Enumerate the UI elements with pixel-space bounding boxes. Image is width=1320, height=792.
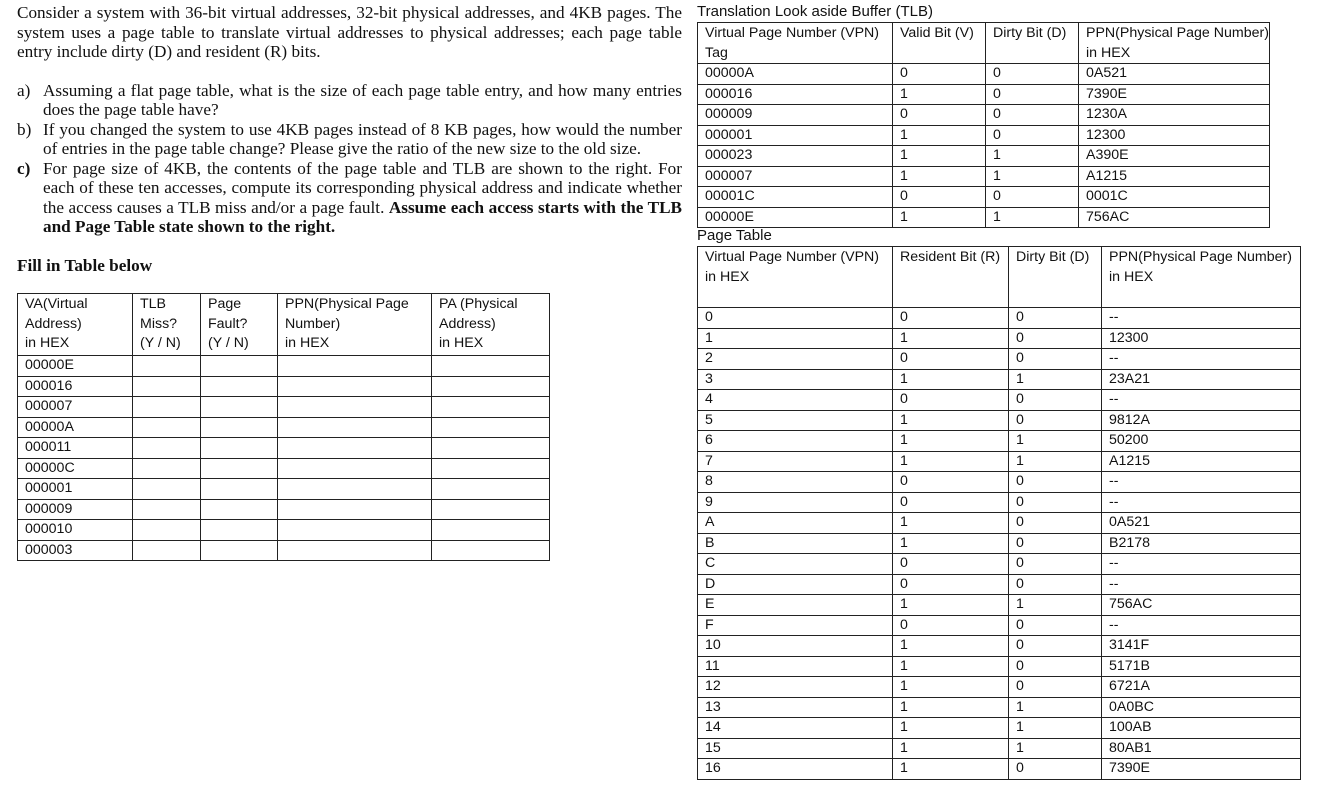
- page-table-row: [698, 513, 1301, 534]
- page-table-cell: 1: [893, 410, 1009, 431]
- page-table-column-header: [1102, 247, 1301, 308]
- answer-column-header: [201, 294, 278, 356]
- page-table-row: [698, 349, 1301, 370]
- tlb-cell: 1: [986, 146, 1079, 167]
- virtual-address-cell: 00000E: [18, 356, 133, 377]
- page-table-header-line: in HEX: [1109, 268, 1154, 285]
- page-table-cell: 12: [698, 677, 893, 698]
- tlb-cell: 1: [893, 146, 986, 167]
- page-table-cell: 1: [1009, 697, 1102, 718]
- page-table-cell: 5171B: [1102, 656, 1301, 677]
- page-fault-input-cell[interactable]: [201, 458, 278, 479]
- page-table-column-header: [1009, 247, 1102, 308]
- tlb-miss-input-cell[interactable]: [133, 356, 201, 377]
- answer-column-header: [18, 294, 133, 356]
- page-table-cell: 2: [698, 349, 893, 370]
- page-table-row: [698, 759, 1301, 780]
- answer-header-line: Page: [208, 296, 242, 312]
- page-table-cell: 1: [1009, 431, 1102, 452]
- page-table-cell: --: [1102, 308, 1301, 329]
- page-table-header-line: Resident Bit (R): [900, 249, 1001, 265]
- page-table-cell: 1: [893, 718, 1009, 739]
- tlb-miss-input-cell[interactable]: [133, 520, 201, 541]
- tlb-column-header: [893, 23, 986, 64]
- tlb-header-line: Virtual Page Number (VPN): [705, 25, 879, 41]
- answer-header-line: Number): [285, 315, 341, 332]
- question-text: [17, 3, 682, 237]
- page-table-row: [698, 636, 1301, 657]
- answer-row: [18, 417, 550, 438]
- tlb-column-header: [1079, 23, 1270, 64]
- page-table-cell: 0: [893, 492, 1009, 513]
- answer-header-line: Miss?: [140, 315, 178, 332]
- answer-header-line: (Y / N): [208, 335, 249, 351]
- page-table-cell: 5: [698, 410, 893, 431]
- page-table-cell: 1: [893, 431, 1009, 452]
- ppn-input-cell[interactable]: [278, 376, 432, 397]
- page-table-cell: C: [698, 554, 893, 575]
- page-table-cell: --: [1102, 492, 1301, 513]
- answer-row: [18, 438, 550, 459]
- answer-row: [18, 356, 550, 377]
- tlb-cell: 0: [986, 105, 1079, 126]
- page-table-cell: 3141F: [1102, 636, 1301, 657]
- page-fault-input-cell[interactable]: [201, 540, 278, 561]
- page-table-row: [698, 718, 1301, 739]
- page-table-cell: 80AB1: [1102, 738, 1301, 759]
- page-table-cell: 0: [1009, 574, 1102, 595]
- page-table-cell: 1: [893, 451, 1009, 472]
- tlb-cell: 0: [986, 125, 1079, 146]
- tlb-cell: 0: [986, 64, 1079, 85]
- page-table-cell: 8: [698, 472, 893, 493]
- page-table-cell: 14: [698, 718, 893, 739]
- answer-header-line: PA (Physical: [439, 296, 518, 312]
- answer-header-line: Fault?: [208, 315, 248, 332]
- tlb-cell: A1215: [1079, 166, 1270, 187]
- ppn-input-cell[interactable]: [278, 356, 432, 377]
- part-label: c): [17, 158, 31, 178]
- page-table-row: [698, 451, 1301, 472]
- tlb-cell: 000023: [698, 146, 893, 167]
- page-table-row: [698, 492, 1301, 513]
- page-table-cell: 0: [893, 349, 1009, 370]
- page-table-row: [698, 697, 1301, 718]
- page-table-cell: 756AC: [1102, 595, 1301, 616]
- part-label: b): [17, 119, 32, 139]
- page-fault-input-cell[interactable]: [201, 520, 278, 541]
- tlb-cell: 00000E: [698, 207, 893, 228]
- answer-header-line: in HEX: [285, 335, 330, 351]
- page-table-column-header: [893, 247, 1009, 308]
- page-table-cell: D: [698, 574, 893, 595]
- page-table-cell: 10: [698, 636, 893, 657]
- part-text: For page size of 4KB, the contents of the page table and TLB are shown to the right. For each of these ten accesses, compute its corresponding physical address and indicate whether the access causes a TLB miss and/or a page fault.: [43, 158, 682, 217]
- page-table-row: [698, 369, 1301, 390]
- page-table-cell: 1: [893, 738, 1009, 759]
- tlb-column-header: [698, 23, 893, 64]
- page-fault-input-cell[interactable]: [201, 376, 278, 397]
- page-table-cell: 7: [698, 451, 893, 472]
- answer-header-line: (Y / N): [140, 335, 181, 351]
- page-table-row: [698, 615, 1301, 636]
- tlb-cell: 1230A: [1079, 105, 1270, 126]
- page-table-cell: --: [1102, 554, 1301, 575]
- pa-input-cell[interactable]: [432, 376, 550, 397]
- ppn-input-cell[interactable]: [278, 479, 432, 500]
- page-table-cell: 1: [1009, 738, 1102, 759]
- tlb-cell: 756AC: [1079, 207, 1270, 228]
- tlb-table: [697, 22, 1270, 228]
- tlb-row: [698, 166, 1270, 187]
- tlb-miss-input-cell[interactable]: [133, 376, 201, 397]
- page-table-cell: 1: [893, 759, 1009, 780]
- tlb-column-header: [986, 23, 1079, 64]
- page-table-row: [698, 554, 1301, 575]
- pa-input-cell[interactable]: [432, 479, 550, 500]
- tlb-cell: 0: [986, 84, 1079, 105]
- page-table-row: [698, 574, 1301, 595]
- answer-row: [18, 520, 550, 541]
- page-table-cell: 0: [893, 574, 1009, 595]
- page-table-cell: 1: [1009, 595, 1102, 616]
- page-table-cell: --: [1102, 574, 1301, 595]
- tlb-header-line: Dirty Bit (D): [993, 25, 1067, 41]
- tlb-cell: 1: [893, 207, 986, 228]
- tlb-miss-input-cell[interactable]: [133, 458, 201, 479]
- question-parts: [17, 81, 682, 237]
- page-table-cell: B: [698, 533, 893, 554]
- page-table-cell: 23A21: [1102, 369, 1301, 390]
- answer-row: [18, 376, 550, 397]
- answer-row: [18, 540, 550, 561]
- tlb-cell: 1: [986, 166, 1079, 187]
- tlb-row: [698, 64, 1270, 85]
- tlb-row: [698, 105, 1270, 126]
- page-table-row: [698, 472, 1301, 493]
- page-table-header-row: [698, 247, 1301, 308]
- tlb-cell: A390E: [1079, 146, 1270, 167]
- part-text-emphasis: Assume each access starts with the TLB and Page Table state shown to the right.: [43, 197, 682, 236]
- question-intro: Consider a system with 36-bit virtual addresses, 32-bit physical addresses, and 4KB pages. The system uses a page table to translate virtual addresses to physical addresses; each page table entry include dirty (D) and resident (R) bits.: [17, 3, 682, 61]
- part-text: If you changed the system to use 4KB pages instead of 8 KB pages, how would the number of entries in the page table change? Please give the ratio of the new size to the old size.: [43, 119, 682, 158]
- page-table-cell: 0: [893, 472, 1009, 493]
- page-table-cell: E: [698, 595, 893, 616]
- virtual-address-cell: 00000A: [18, 417, 133, 438]
- pa-input-cell[interactable]: [432, 520, 550, 541]
- page-table-row: [698, 533, 1301, 554]
- page-table-cell: 1: [893, 636, 1009, 657]
- tlb-cell: 0A521: [1079, 64, 1270, 85]
- page-fault-input-cell[interactable]: [201, 479, 278, 500]
- page-table-cell: 1: [893, 328, 1009, 349]
- page-table-cell: 0: [1009, 677, 1102, 698]
- pa-input-cell[interactable]: [432, 499, 550, 520]
- answer-column-header: [278, 294, 432, 356]
- pa-input-cell[interactable]: [432, 458, 550, 479]
- tlb-cell: 000007: [698, 166, 893, 187]
- page-table-cell: 0: [893, 615, 1009, 636]
- page-table-cell: A1215: [1102, 451, 1301, 472]
- tlb-header-line: in HEX: [1086, 44, 1131, 61]
- page-table-cell: 0: [1009, 492, 1102, 513]
- page-table-cell: 0: [1009, 390, 1102, 411]
- answer-column-header: [133, 294, 201, 356]
- page-table-header-line: Dirty Bit (D): [1016, 249, 1090, 265]
- tlb-row: [698, 84, 1270, 105]
- page-table-column-header: [698, 247, 893, 308]
- page-table-cell: 0: [1009, 308, 1102, 329]
- page-table-cell: --: [1102, 472, 1301, 493]
- page-table-cell: 50200: [1102, 431, 1301, 452]
- page-fault-input-cell[interactable]: [201, 397, 278, 418]
- answer-header-line: in HEX: [439, 335, 484, 351]
- tlb-miss-input-cell[interactable]: [133, 397, 201, 418]
- page-table-cell: 0: [1009, 349, 1102, 370]
- answer-header-line: in HEX: [25, 335, 70, 351]
- ppn-input-cell[interactable]: [278, 438, 432, 459]
- tlb-header-line: Tag: [705, 44, 728, 61]
- page-table-cell: 0: [1009, 759, 1102, 780]
- page-fault-input-cell[interactable]: [201, 356, 278, 377]
- tlb-cell: 7390E: [1079, 84, 1270, 105]
- ppn-input-cell[interactable]: [278, 499, 432, 520]
- page-table-row: [698, 308, 1301, 329]
- tlb-header-line: Valid Bit (V): [900, 25, 974, 41]
- page-table-cell: 6721A: [1102, 677, 1301, 698]
- page-table-cell: 0A521: [1102, 513, 1301, 534]
- page-table-cell: 6: [698, 431, 893, 452]
- answer-row: [18, 458, 550, 479]
- fill-table-heading: Fill in Table below: [17, 256, 153, 275]
- tlb-row: [698, 146, 1270, 167]
- page-table-cell: 1: [1009, 451, 1102, 472]
- page-table-header-line: Virtual Page Number (VPN): [705, 249, 879, 265]
- tlb-header-line: PPN(Physical Page Number): [1086, 25, 1269, 41]
- ppn-input-cell[interactable]: [278, 417, 432, 438]
- page-table-cell: 1: [1009, 718, 1102, 739]
- page-table-cell: 1: [893, 513, 1009, 534]
- pa-input-cell[interactable]: [432, 540, 550, 561]
- page-table-cell: 0: [1009, 328, 1102, 349]
- answer-table: [17, 293, 550, 561]
- page-table-header-line: PPN(Physical Page Number): [1109, 249, 1292, 265]
- page-table-cell: 12300: [1102, 328, 1301, 349]
- question-part-b: [17, 120, 682, 159]
- answer-header-line: VA(Virtual: [25, 296, 88, 312]
- page-table-cell: 1: [698, 328, 893, 349]
- answer-row: [18, 499, 550, 520]
- page-table-cell: --: [1102, 390, 1301, 411]
- tlb-miss-input-cell[interactable]: [133, 540, 201, 561]
- page-table-row: [698, 328, 1301, 349]
- tlb-miss-input-cell[interactable]: [133, 417, 201, 438]
- tlb-cell: 12300: [1079, 125, 1270, 146]
- virtual-address-cell: 000011: [18, 438, 133, 459]
- page-table-cell: 0: [893, 308, 1009, 329]
- pa-input-cell[interactable]: [432, 417, 550, 438]
- page-table-cell: 1: [893, 677, 1009, 698]
- tlb-caption: Translation Look aside Buffer (TLB): [697, 3, 933, 20]
- tlb-row: [698, 125, 1270, 146]
- question-part-a: [17, 81, 682, 120]
- page-table-cell: 9812A: [1102, 410, 1301, 431]
- ppn-input-cell[interactable]: [278, 458, 432, 479]
- page-table-row: [698, 390, 1301, 411]
- answer-row: [18, 397, 550, 418]
- tlb-miss-input-cell[interactable]: [133, 438, 201, 459]
- virtual-address-cell: 000009: [18, 499, 133, 520]
- answer-header-row: [18, 294, 550, 356]
- tlb-cell: 0: [986, 187, 1079, 208]
- tlb-cell: 0: [893, 105, 986, 126]
- part-text: Assuming a flat page table, what is the size of each page table entry, and how many entries does the page table have?: [43, 80, 682, 119]
- tlb-cell: 000001: [698, 125, 893, 146]
- tlb-cell: 0: [893, 187, 986, 208]
- page-table-cell: 1: [893, 595, 1009, 616]
- page-table-row: [698, 595, 1301, 616]
- page-table-row: [698, 656, 1301, 677]
- page-fault-input-cell[interactable]: [201, 499, 278, 520]
- page-table-cell: 0: [1009, 656, 1102, 677]
- page-table: [697, 246, 1301, 780]
- answer-column-header: [432, 294, 550, 356]
- tlb-cell: 1: [893, 84, 986, 105]
- virtual-address-cell: 000001: [18, 479, 133, 500]
- part-label: a): [17, 80, 31, 100]
- page-table-cell: 11: [698, 656, 893, 677]
- page-table-cell: 0: [893, 554, 1009, 575]
- page-table-cell: 0: [1009, 554, 1102, 575]
- page-table-cell: 100AB: [1102, 718, 1301, 739]
- page-table-cell: 0A0BC: [1102, 697, 1301, 718]
- page-table-cell: 1: [893, 656, 1009, 677]
- virtual-address-cell: 000010: [18, 520, 133, 541]
- page-table-cell: 0: [698, 308, 893, 329]
- page-table-cell: 1: [1009, 369, 1102, 390]
- page-table-cell: 4: [698, 390, 893, 411]
- tlb-row: [698, 187, 1270, 208]
- page-table-cell: 3: [698, 369, 893, 390]
- page-table-cell: 0: [1009, 636, 1102, 657]
- page-table-cell: 0: [1009, 410, 1102, 431]
- virtual-address-cell: 00000C: [18, 458, 133, 479]
- page-table-cell: 0: [1009, 472, 1102, 493]
- page-table-cell: 1: [893, 533, 1009, 554]
- page-table-cell: 1: [893, 369, 1009, 390]
- page-table-cell: --: [1102, 349, 1301, 370]
- page-table-cell: 7390E: [1102, 759, 1301, 780]
- answer-header-line: TLB: [140, 296, 167, 312]
- tlb-cell: 1: [893, 166, 986, 187]
- page-fault-input-cell[interactable]: [201, 417, 278, 438]
- page-fault-input-cell[interactable]: [201, 438, 278, 459]
- page-table-cell: 13: [698, 697, 893, 718]
- virtual-address-cell: 000016: [18, 376, 133, 397]
- answer-row: [18, 479, 550, 500]
- tlb-miss-input-cell[interactable]: [133, 499, 201, 520]
- page-table-cell: 0: [1009, 533, 1102, 554]
- tlb-cell: 0: [893, 64, 986, 85]
- tlb-header-row: [698, 23, 1270, 64]
- answer-header-line: Address): [25, 315, 82, 332]
- page-table-row: [698, 738, 1301, 759]
- page-table-cell: 15: [698, 738, 893, 759]
- page-table-row: [698, 431, 1301, 452]
- page-table-cell: 0: [1009, 513, 1102, 534]
- ppn-input-cell[interactable]: [278, 520, 432, 541]
- tlb-cell: 1: [893, 125, 986, 146]
- page-table-cell: 9: [698, 492, 893, 513]
- page-table-cell: B2178: [1102, 533, 1301, 554]
- tlb-cell: 000016: [698, 84, 893, 105]
- tlb-cell: 00001C: [698, 187, 893, 208]
- virtual-address-cell: 000007: [18, 397, 133, 418]
- page-table-header-line: in HEX: [705, 268, 750, 285]
- answer-header-line: Address): [439, 315, 496, 332]
- page-table-cell: --: [1102, 615, 1301, 636]
- page-table-cell: 0: [1009, 615, 1102, 636]
- pa-input-cell[interactable]: [432, 397, 550, 418]
- page-table-cell: 0: [893, 390, 1009, 411]
- question-part-c: [17, 159, 682, 237]
- tlb-cell: 1: [986, 207, 1079, 228]
- page-table-cell: F: [698, 615, 893, 636]
- virtual-address-cell: 000003: [18, 540, 133, 561]
- pa-input-cell[interactable]: [432, 438, 550, 459]
- page-table-row: [698, 677, 1301, 698]
- tlb-miss-input-cell[interactable]: [133, 479, 201, 500]
- page-table-row: [698, 410, 1301, 431]
- answer-header-line: PPN(Physical Page: [285, 296, 409, 312]
- page-table-cell: A: [698, 513, 893, 534]
- tlb-row: [698, 207, 1270, 228]
- page-table-cell: 16: [698, 759, 893, 780]
- tlb-cell: 00000A: [698, 64, 893, 85]
- page-table-caption: Page Table: [697, 227, 772, 244]
- ppn-input-cell[interactable]: [278, 397, 432, 418]
- page-table-cell: 1: [893, 697, 1009, 718]
- tlb-cell: 0001C: [1079, 187, 1270, 208]
- pa-input-cell[interactable]: [432, 356, 550, 377]
- tlb-cell: 000009: [698, 105, 893, 126]
- ppn-input-cell[interactable]: [278, 540, 432, 561]
